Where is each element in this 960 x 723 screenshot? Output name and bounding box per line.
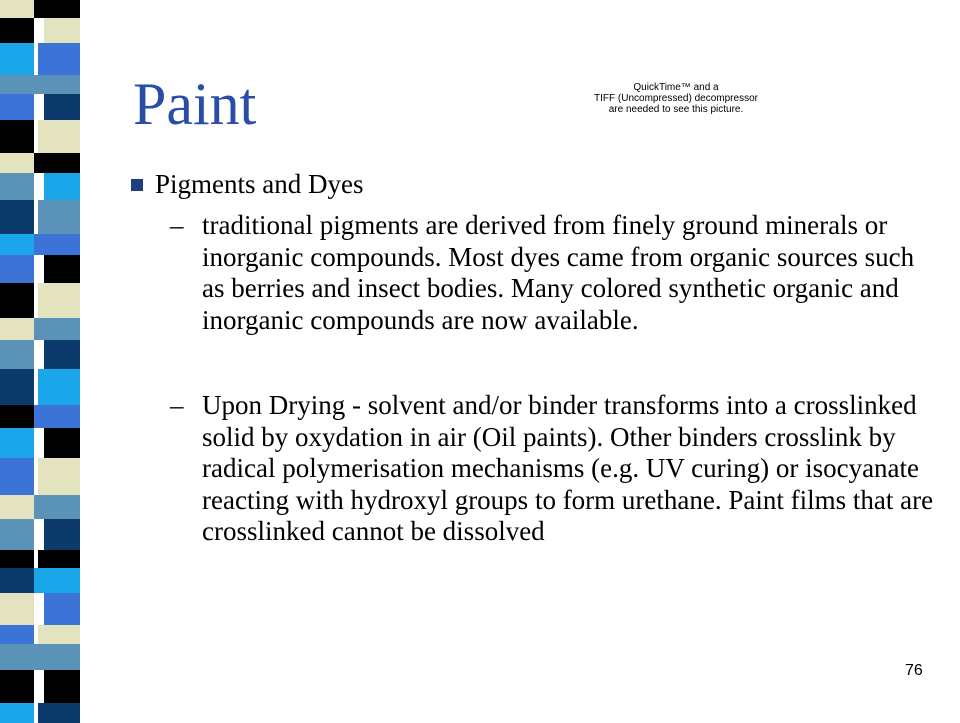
strip-block bbox=[0, 568, 34, 593]
strip-block bbox=[34, 318, 80, 340]
strip-block bbox=[34, 568, 80, 593]
strip-block bbox=[44, 519, 80, 550]
strip-block bbox=[0, 495, 34, 519]
strip-block bbox=[44, 428, 80, 458]
strip-block bbox=[0, 519, 34, 550]
strip-block bbox=[38, 458, 80, 495]
sub-item-drying bbox=[170, 390, 940, 548]
strip-block bbox=[0, 255, 34, 283]
strip-block bbox=[0, 0, 34, 18]
strip-block bbox=[0, 120, 34, 153]
strip-block bbox=[0, 318, 34, 340]
dash-marker: – bbox=[170, 390, 184, 420]
qt-notice-line-2: TIFF (Uncompressed) decompressor bbox=[594, 93, 758, 104]
strip-block bbox=[44, 173, 80, 200]
strip-block bbox=[44, 255, 80, 283]
strip-block bbox=[44, 94, 80, 120]
strip-block bbox=[0, 173, 34, 200]
square-bullet-icon bbox=[131, 179, 143, 191]
strip-block bbox=[0, 18, 34, 43]
strip-block bbox=[0, 703, 34, 723]
strip-block bbox=[38, 200, 80, 234]
bullet-item bbox=[131, 168, 364, 200]
strip-block bbox=[0, 405, 34, 428]
strip-block bbox=[0, 200, 34, 234]
strip-block bbox=[0, 283, 34, 318]
strip-block bbox=[0, 234, 34, 255]
strip-block bbox=[0, 75, 34, 94]
dash-marker: – bbox=[170, 210, 184, 240]
strip-block bbox=[0, 625, 34, 644]
strip-block bbox=[34, 495, 80, 519]
strip-block bbox=[44, 340, 80, 369]
sub-item-pigments bbox=[170, 210, 940, 336]
strip-block bbox=[34, 644, 80, 670]
strip-block bbox=[38, 43, 80, 75]
quicktime-placeholder-notice bbox=[586, 82, 766, 115]
strip-block bbox=[38, 625, 80, 644]
strip-block bbox=[34, 0, 80, 18]
strip-block bbox=[34, 153, 80, 173]
strip-block bbox=[0, 428, 34, 458]
decorative-side-strip bbox=[0, 0, 108, 720]
strip-block bbox=[0, 43, 34, 75]
page-number: 76 bbox=[905, 662, 923, 679]
strip-block bbox=[38, 703, 80, 723]
strip-block bbox=[0, 458, 34, 495]
bullet-text: Pigments and Dyes bbox=[155, 169, 364, 199]
strip-block bbox=[38, 120, 80, 153]
sub-item-text: traditional pigments are derived from finely ground minerals or inorganic compounds. Most dyes came from organic sources such as berries and insect bodies. Many colored synthetic organic and inorganic compounds are now available. bbox=[202, 210, 915, 335]
strip-block bbox=[38, 550, 80, 568]
strip-block bbox=[0, 94, 34, 120]
strip-block bbox=[0, 153, 34, 173]
strip-block bbox=[0, 340, 34, 369]
strip-block bbox=[34, 405, 80, 428]
strip-block bbox=[38, 369, 80, 405]
strip-block bbox=[38, 283, 80, 318]
sub-item-text: Upon Drying - solvent and/or binder transforms into a crosslinked solid by oxydation in air (Oil paints). Other binders crosslink by radical polymerisation mechanisms (e.g. UV curing) or isocyanate reacting with hydroxyl groups to form urethane. Paint films that are crosslinked cannot be dissolved bbox=[202, 390, 934, 546]
strip-block bbox=[0, 593, 34, 625]
strip-block bbox=[0, 644, 34, 670]
strip-block bbox=[34, 234, 80, 255]
strip-block bbox=[0, 369, 34, 405]
strip-block bbox=[44, 670, 80, 703]
strip-block bbox=[0, 670, 34, 703]
qt-notice-line-3: are needed to see this picture. bbox=[608, 104, 744, 115]
strip-block bbox=[34, 75, 80, 94]
strip-block bbox=[44, 593, 80, 625]
slide-title: Paint bbox=[133, 71, 257, 137]
strip-block bbox=[0, 550, 34, 568]
strip-block bbox=[44, 18, 80, 43]
qt-notice-line-1: QuickTime™ and a bbox=[633, 82, 719, 93]
